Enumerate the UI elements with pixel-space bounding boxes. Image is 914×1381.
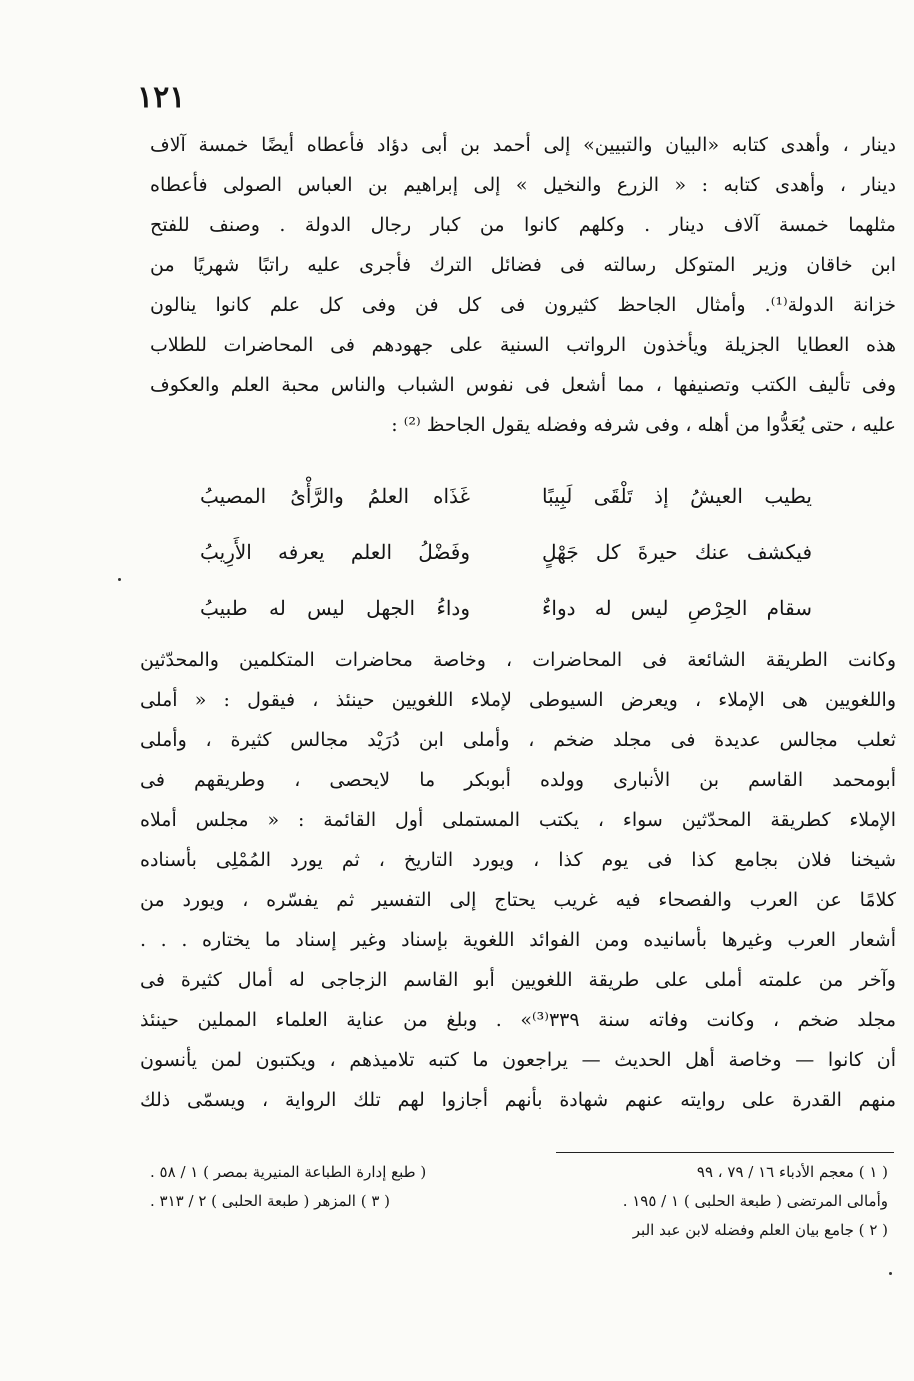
text-line: أشعار العرب وغيرها بأسانيده ومن الفوائد اللغوية بإسناد وغير إسناد ما يختاره . . . xyxy=(140,929,896,951)
verse-second-hemistich: وفَضْلُ العلم يعرفه الأَرِيبُ xyxy=(200,540,470,564)
text-line: مجلد ضخم ، وكانت وفاته سنة ٣٣٩⁽³⁾» . وبلغ من عناية العلماء المملين حينئذ xyxy=(140,1009,896,1031)
footnote-divider xyxy=(556,1152,894,1153)
text-line: منهم القدرة على روايته عنهم شهادة بأنهم أجازوا لهم تلك الرواية ، ويسمّى ذلك xyxy=(140,1089,896,1111)
footnote-line: ( طبع إدارة الطباعة المنيرية بمصر ) ١ / ٥٨ . xyxy=(150,1163,427,1181)
text-line: عليه ، حتى يُعَدُّوا من أهله ، وفى شرفه وفضله يقول الجاحظ ⁽²⁾ : xyxy=(391,414,896,436)
text-line: مثلهما خمسة آلاف دينار . وكلهم كانوا من كبار رجال الدولة . وصنف للفتح xyxy=(150,214,896,236)
text-line: وآخر من علمته أملى على طريقة اللغويين أبو القاسم الزجاجى له أمال كثيرة فى xyxy=(140,969,896,991)
verse-first-hemistich: فيكشف عنك حيرةَ كل جَهْلٍ xyxy=(542,540,812,564)
text-line: خزانة الدولة⁽¹⁾. وأمثال الجاحظ كثيرون فى كل فن وفى كل علم كانوا ينالون xyxy=(150,294,896,316)
text-line: وكانت الطريقة الشائعة فى المحاضرات ، وخاصة محاضرات المتكلمين والمحدّثين xyxy=(140,649,896,671)
text-line: الإملاء كطريقة المحدّثين سواء ، يكتب المستملى أول القائمة : « مجلس أملاه xyxy=(140,809,896,831)
text-line: وفى تأليف الكتب وتصنيفها ، مما أشعل فى نفوس الشباب والناس محبة العلم والعكوف xyxy=(150,374,896,396)
paragraph-2 xyxy=(140,640,896,1120)
paragraph-1 xyxy=(150,125,896,445)
text-line: هذه العطايا الجزيلة ويأخذون الرواتب السنية على جهودهم فى المحاضرات للطلاب xyxy=(150,334,896,356)
poem-verse xyxy=(200,468,812,524)
text-line: واللغويين هى الإملاء ، ويعرض السيوطى لإملاء اللغويين حينئذ ، فيقول : « أملى xyxy=(140,689,896,711)
footnotes-right-column xyxy=(528,1158,888,1245)
poem-verse xyxy=(200,580,812,636)
verse-first-hemistich: يطيب العيشُ إذ تَلْقَى لَبِيبًا xyxy=(542,484,812,508)
text-line: ابن خاقان وزير المتوكل رسالته فى فضائل الترك فأجرى عليه راتبًا شهريًا من xyxy=(150,254,896,276)
page-number: ١٢١ xyxy=(137,80,186,115)
footnote-line: ( ٣ ) المزهر ( طبعة الحلبى ) ٢ / ٣١٣ . xyxy=(150,1192,391,1210)
scan-speck xyxy=(118,578,121,581)
text-line: شيخنا فلان بجامع كذا فى يوم كذا ، ويورد التاريخ ، ثم يورد المُمْلِى بأسناده xyxy=(140,849,896,871)
text-line: دينار ، وأهدى كتابه «البيان والتبيين» إلى أحمد بن أبى دؤاد فأعطاه أيضًا خمسة آلاف xyxy=(150,134,896,156)
text-line: كلامًا عن العرب والفصحاء فيه غريب يحتاج إلى التفسير ثم يفسّره ، ويورد من xyxy=(140,889,896,911)
text-line: أن كانوا — وخاصة أهل الحديث — يراجعون ما كتبه تلاميذهم ، ويكتبون لمن يأنسون xyxy=(140,1049,896,1071)
scan-speck xyxy=(889,1272,892,1275)
verse-first-hemistich: سقام الحِرْصِ ليس له دواءٌ xyxy=(542,596,812,620)
verse-second-hemistich: غَذَاه العلمُ والرَّأْىُ المصيبُ xyxy=(200,484,470,508)
poem xyxy=(200,468,812,636)
text-line: أبومحمد القاسم بن الأنبارى وولده أبوبكر ما لايحصى ، وطريقهم فى xyxy=(140,769,896,791)
verse-second-hemistich: وداءُ الجهل ليس له طبيبُ xyxy=(200,596,470,620)
footnote-line: ( ٢ ) جامع بيان العلم وفضله لابن عبد البر xyxy=(632,1221,888,1239)
text-line: ثعلب مجالس عديدة فى مجلد ضخم ، وأملى ابن دُرَيْد مجالس كثيرة ، وأملى xyxy=(140,729,896,751)
footnote-line: وأمالى المرتضى ( طبعة الحلبى ) ١ / ١٩٥ . xyxy=(622,1192,888,1210)
footnotes-left-column xyxy=(150,1158,480,1216)
poem-verse xyxy=(200,524,812,580)
footnote-line: ( ١ ) معجم الأدباء ١٦ / ٧٩ ، ٩٩ xyxy=(696,1163,888,1181)
text-line: دينار ، وأهدى كتابه : « الزرع والنخيل » إلى إبراهيم بن العباس الصولى فأعطاه xyxy=(150,174,896,196)
